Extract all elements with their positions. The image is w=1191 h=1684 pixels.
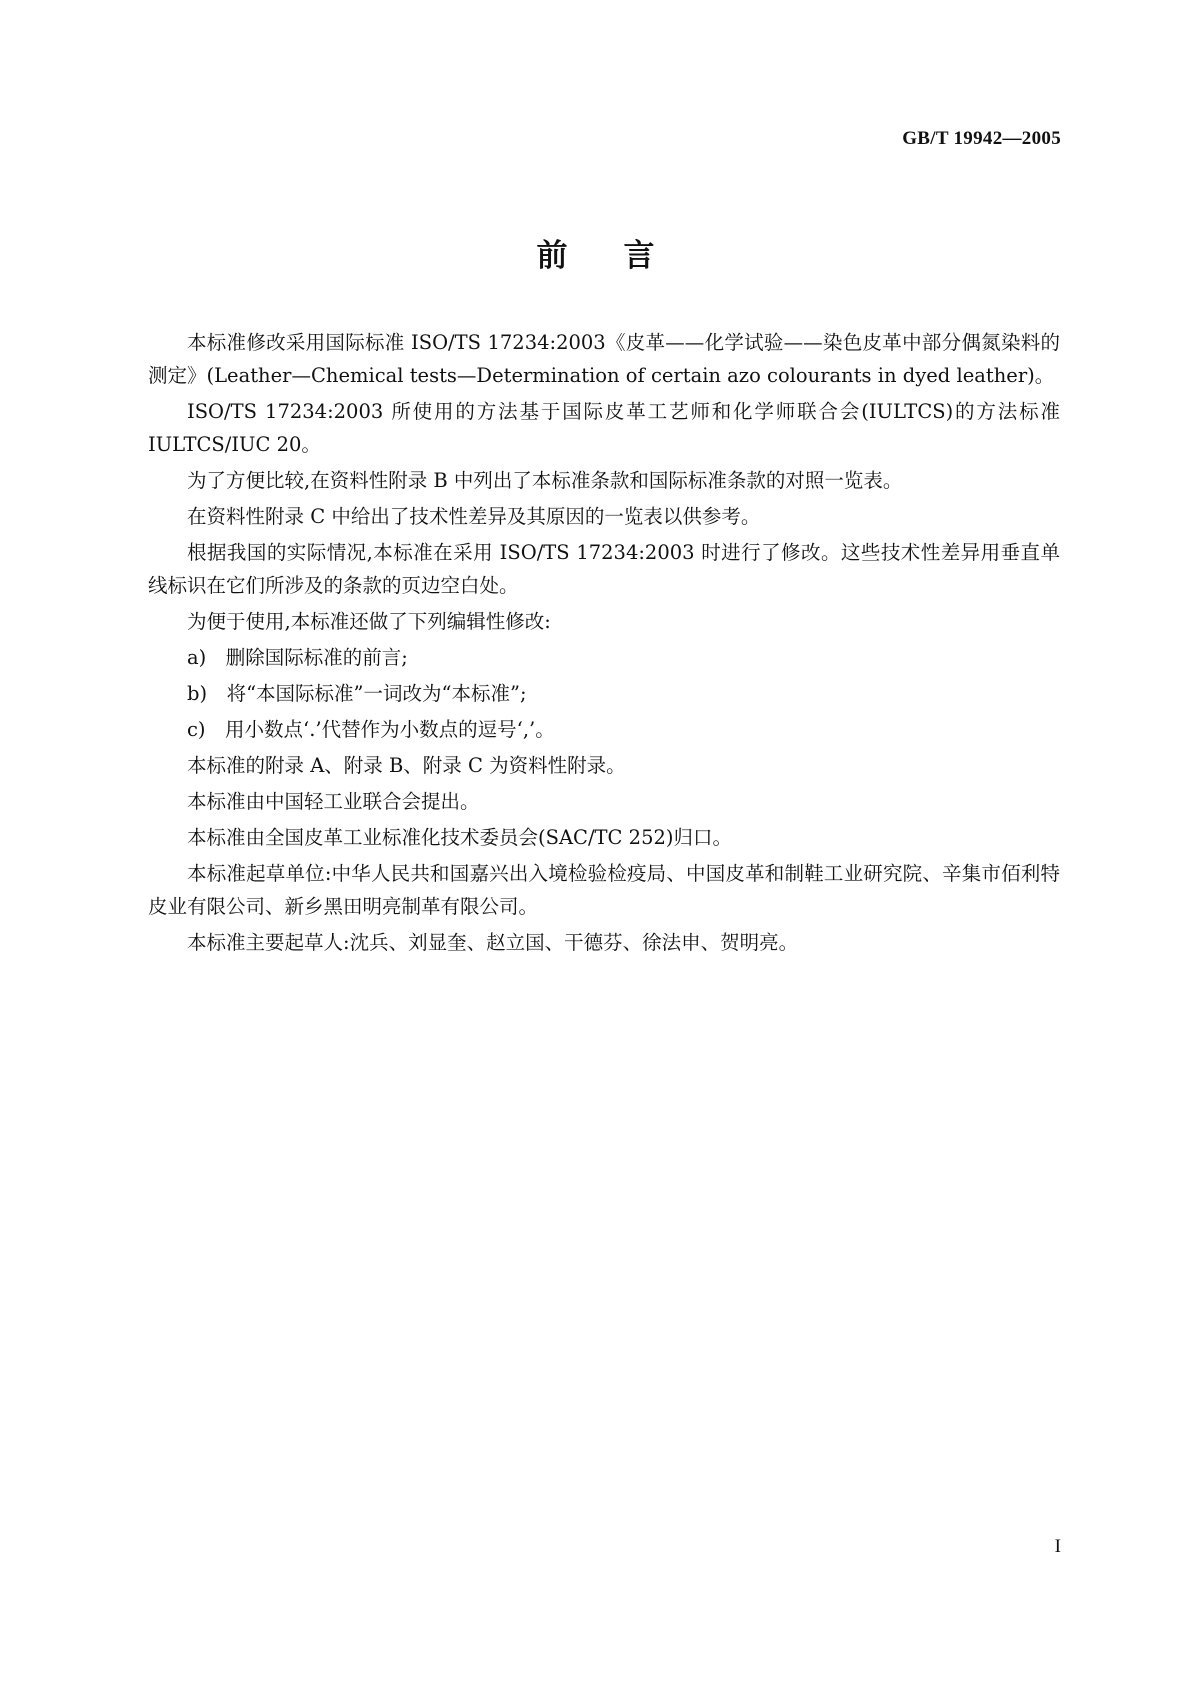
- paragraph: 根据我国的实际情况,本标准在采用 ISO/TS 17234:2003 时进行了修改。这些技术性差异用垂直单线标识在它们所涉及的条款的页边空白处。: [148, 541, 1060, 597]
- paragraph: 本标准的附录 A、附录 B、附录 C 为资料性附录。: [187, 754, 626, 777]
- standard-code: GB/T 19942—2005: [902, 128, 1061, 149]
- paragraph: 本标准由全国皮革工业标准化技术委员会(SAC/TC 252)归口。: [187, 826, 732, 849]
- page-number: I: [1054, 1536, 1061, 1557]
- paragraph: ISO/TS 17234:2003 所使用的方法基于国际皮革工艺师和化学师联合会(IULTCS)的方法标准 IULTCS/IUC 20。: [148, 400, 1060, 456]
- list-item: c) 用小数点‘.’代替作为小数点的逗号‘,’。: [187, 718, 555, 741]
- paragraph: 本标准由中国轻工业联合会提出。: [187, 790, 480, 813]
- page-title: [0, 230, 1191, 275]
- foreword-body: [148, 326, 1060, 962]
- title-char-2: 言: [623, 238, 655, 274]
- list-item: b) 将“本国际标准”一词改为“本标准”;: [187, 682, 527, 705]
- list-item: a) 删除国际标准的前言;: [187, 646, 408, 669]
- paragraph: 在资料性附录 C 中给出了技术性差异及其原因的一览表以供参考。: [187, 505, 761, 528]
- paragraph: 本标准修改采用国际标准 ISO/TS 17234:2003《皮革——化学试验——染色皮革中部分偶氮染料的测定》(Leather—Chemical tests—Determination of certain azo colourants in dyed leather)。: [148, 331, 1060, 387]
- paragraph: 本标准主要起草人:沈兵、刘显奎、赵立国、干德芬、徐法申、贺明亮。: [187, 931, 799, 954]
- title-char-1: 前: [536, 238, 568, 274]
- paragraph: 本标准起草单位:中华人民共和国嘉兴出入境检验检疫局、中国皮革和制鞋工业研究院、辛集市佰利特皮业有限公司、新乡黑田明亮制革有限公司。: [148, 862, 1060, 918]
- paragraph: 为便于使用,本标准还做了下列编辑性修改:: [187, 610, 551, 633]
- paragraph: 为了方便比较,在资料性附录 B 中列出了本标准条款和国际标准条款的对照一览表。: [187, 469, 903, 492]
